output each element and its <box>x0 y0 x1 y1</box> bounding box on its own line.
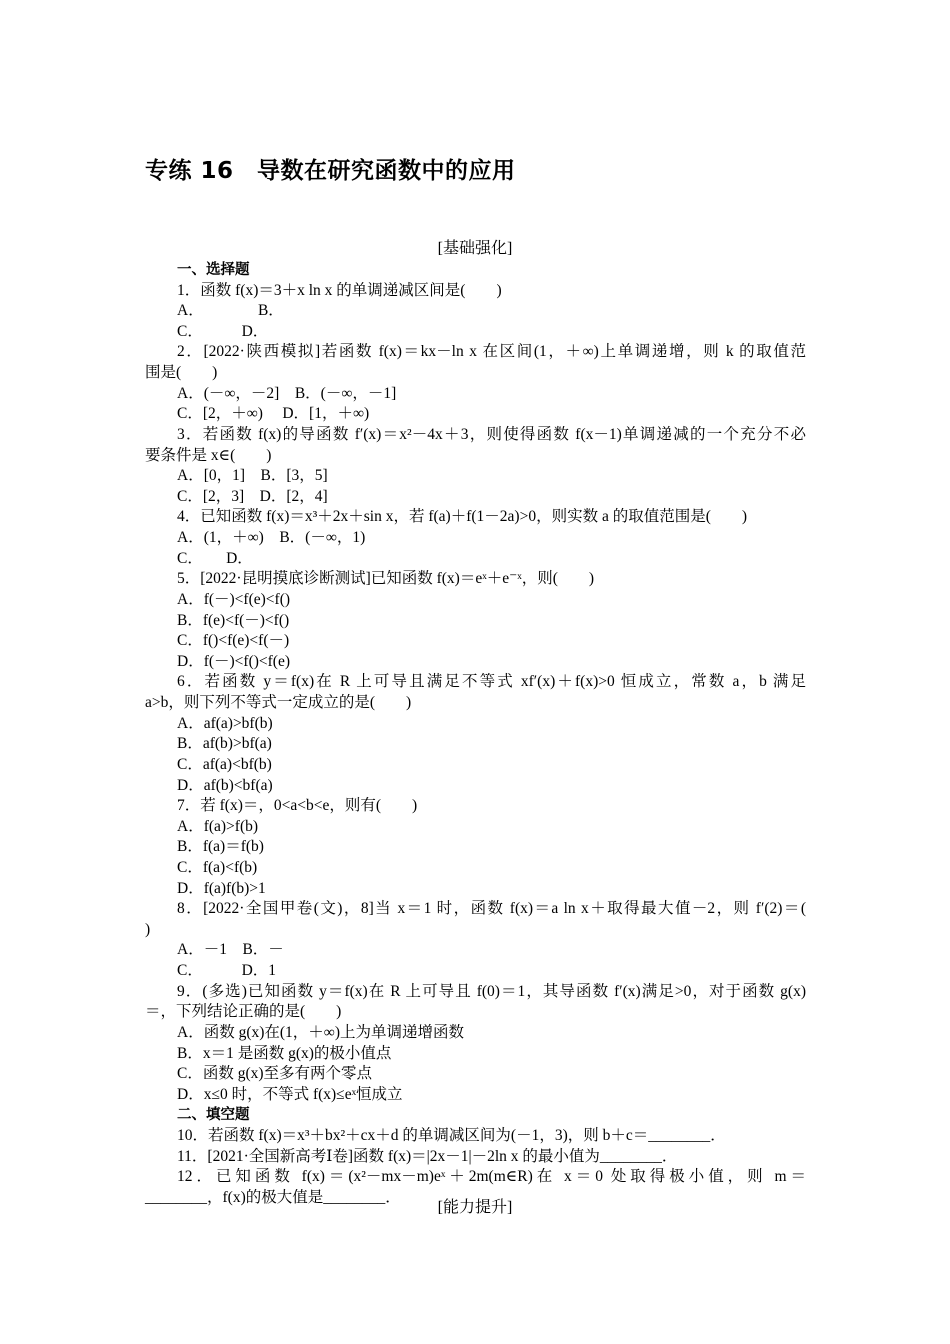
text-line: D．af(b)<bf(a) <box>177 776 273 794</box>
text-line: A．f(a)>f(b) <box>177 817 259 835</box>
text-line: 3．若函数 f(x)的导函数 f′(x)＝x²－4x＋3，则使得函数 f(x－1)单调递减的一个充分不必 <box>177 425 806 443</box>
text-line: C．af(a)<bf(b) <box>177 755 272 773</box>
text-line: B．x＝1 是函数 g(x)的极小值点 <box>177 1044 392 1062</box>
text-line: A．(－∞，－2] B．(－∞，－1] <box>177 384 397 402</box>
text-line: 9．(多选)已知函数 y＝f(x)在 R 上可导且 f(0)＝1，其导函数 f′(x)满足>0，对于函数 g(x) <box>177 982 806 1000</box>
text-line: C． D． <box>177 549 253 567</box>
text-line: A．函数 g(x)在(1，＋∞)上为单调递增函数 <box>177 1023 465 1041</box>
text-line: 1．函数 f(x)＝3＋x ln x 的单调递减区间是( ) <box>177 281 502 299</box>
text-line: C． D．1 <box>177 962 277 980</box>
text-line: 2．[2022·陕西模拟]若函数 f(x)＝kx－ln x 在区间(1，＋∞)上单调递增，则 k 的取值范 <box>177 343 806 361</box>
text-line: 5．[2022·昆明摸底诊断测试]已知函数 f(x)＝eˣ＋e⁻ˣ，则( ) <box>177 570 595 588</box>
section-basic-heading: [基础强化] <box>437 240 513 257</box>
text-line: D．f(－)<f()<f(e) <box>177 652 291 670</box>
text-line: C．f()<f(e)<f(－) <box>177 632 290 650</box>
text-line: ________，f(x)的极大值是________． <box>145 1188 401 1206</box>
text-line: 6．若函数 y＝f(x)在 R 上可导且满足不等式 xf′(x)＋f(x)>0 恒成立，常数 a，b 满足 <box>177 673 806 691</box>
text-line: B．f(a)＝f(b) <box>177 838 264 856</box>
text-line: 围是( ) <box>145 364 218 382</box>
text-line: A． B． <box>177 302 284 320</box>
text-line: 10．若函数 f(x)＝x³＋bx²＋cx＋d 的单调减区间为(－1，3)，则 b＋c＝________． <box>177 1127 726 1145</box>
text-line: C．[2，＋∞) D．[1，＋∞) <box>177 405 370 423</box>
text-line: A．f(－)<f(e)<f() <box>177 590 291 608</box>
text-line: A．af(a)>bf(b) <box>177 714 273 732</box>
section-heading: 二、填空题 <box>177 1107 250 1124</box>
text-line: 8．[2022·全国甲卷(文)，8]当 x＝1 时，函数 f(x)＝a ln x＋取得最大值－2，则 f′(2)＝( <box>177 900 806 918</box>
text-line: 12．已知函数 f(x)＝(x²－mx－m)eˣ＋2m(m∈R)在 x＝0 处取得极小值，则 m＝ <box>177 1168 806 1186</box>
text-line: C．[2，3] D．[2，4] <box>177 487 328 505</box>
text-line: 4．已知函数 f(x)＝x³＋2x＋sin x，若 f(a)＋f(1－2a)>0，则实数 a 的取值范围是( ) <box>177 508 748 526</box>
text-line: A．(1，＋∞) B．(－∞，1) <box>177 529 366 547</box>
section-heading: 一、选择题 <box>177 262 250 278</box>
text-line: C．f(a)<f(b) <box>177 858 258 876</box>
text-line: B．af(b)>bf(a) <box>177 735 272 753</box>
section-advanced-heading: [能力提升] <box>437 1199 513 1216</box>
text-line: 11．[2021·全国新高考Ⅰ卷]函数 f(x)＝|2x－1|－2ln x 的最小值为________． <box>177 1147 678 1165</box>
text-line: A．[0，1] B．[3，5] <box>177 467 328 485</box>
text-line: B．f(e)<f(－)<f() <box>177 611 290 629</box>
text-line: C．函数 g(x)至多有两个零点 <box>177 1065 373 1083</box>
text-line: a>b，则下列不等式一定成立的是( ) <box>145 694 412 712</box>
text-line: A．－1 B．－ <box>177 941 284 959</box>
text-line: D．x≤0 时，不等式 f(x)≤eˣ恒成立 <box>177 1085 403 1103</box>
text-line: ＝，下列结论正确的是( ) <box>145 1003 342 1021</box>
text-line: 要条件是 x∈( ) <box>145 446 272 464</box>
page-title: 专练 16 导数在研究函数中的应用 <box>145 158 516 184</box>
text-line: C． D． <box>177 322 269 340</box>
text-line: 7．若 f(x)＝，0<a<b<e，则有( ) <box>177 797 418 815</box>
text-line: ) <box>145 920 151 938</box>
text-line: D．f(a)f(b)>1 <box>177 879 266 897</box>
